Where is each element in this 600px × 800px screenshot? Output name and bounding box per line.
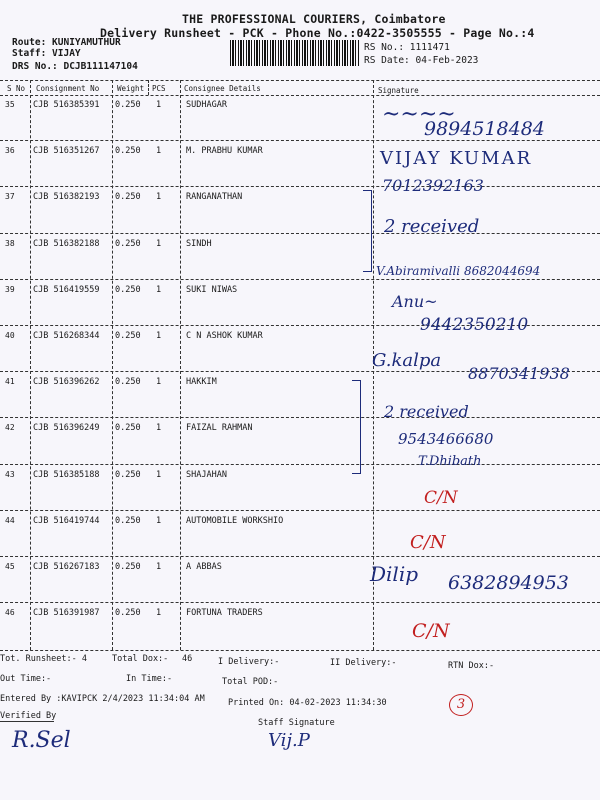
row-sno: 37 <box>5 192 15 202</box>
row-weight: 0.250 <box>115 146 141 157</box>
row-pcs: 1 <box>156 562 162 572</box>
row-consignee: FAIZAL RAHMAN <box>186 423 253 434</box>
row-consignment-no: CJB 516391987 <box>33 608 100 619</box>
row-divider <box>0 233 600 234</box>
total-dox-value: 46 <box>182 654 193 664</box>
i-delivery: I Delivery:- <box>218 657 280 667</box>
row-consignment-no: CJB 516351267 <box>33 146 100 157</box>
company-title: THE PROFESSIONAL COURIERS, Coimbatore <box>182 12 446 26</box>
handwritten-cn: C/N <box>412 620 450 642</box>
in-time: In Time:- <box>126 674 173 684</box>
row-divider <box>0 186 600 187</box>
row-sno: 42 <box>5 423 15 433</box>
row-consignment-no: CJB 516268344 <box>33 331 100 341</box>
row-consignee: HAKKIM <box>186 377 217 388</box>
staff-label: Staff: VIJAY <box>12 48 81 59</box>
handwritten-name: VIJAY KUMAR <box>380 148 533 169</box>
row-pcs: 1 <box>156 100 162 110</box>
col-signature: Signature <box>378 86 419 95</box>
handwritten-scribble: Anu~ <box>392 292 438 311</box>
handwritten-phone: 9442350210 <box>420 315 529 335</box>
handwritten-cn: C/N <box>410 532 446 553</box>
header-top-rule <box>0 80 600 81</box>
col-sep <box>180 80 181 650</box>
row-weight: 0.250 <box>115 377 141 388</box>
handwritten-bracket <box>363 190 372 272</box>
handwritten-received: 2 received <box>384 402 469 421</box>
handwritten-cn: C/N <box>424 488 458 508</box>
col-weight: Weight <box>117 84 145 93</box>
rs-date: RS Date: 04-Feb-2023 <box>364 55 479 66</box>
handwritten-received: 2 received <box>384 216 480 237</box>
row-consignment-no: CJB 516419744 <box>33 515 100 526</box>
handwritten-phone: 7012392163 <box>382 176 484 195</box>
row-sno: 38 <box>5 238 15 248</box>
col-sep <box>112 80 113 650</box>
row-sno: 41 <box>5 377 15 387</box>
row-pcs: 1 <box>156 284 162 295</box>
handwritten-note: 9894518484 <box>424 118 545 140</box>
handwritten-bracket <box>352 380 361 474</box>
row-sno: 40 <box>5 331 15 340</box>
drs-number: DRS No.: DCJB111147104 <box>12 61 138 72</box>
row-pcs: 1 <box>156 515 162 526</box>
row-weight: 0.250 <box>115 238 141 249</box>
row-consignee: SINDH <box>186 238 212 249</box>
footer-rule <box>0 650 600 651</box>
verified-underline <box>0 721 54 722</box>
row-divider <box>0 510 600 511</box>
row-pcs: 1 <box>156 146 162 157</box>
row-pcs: 1 <box>156 608 162 619</box>
row-consignment-no: CJB 516385188 <box>33 469 100 480</box>
row-pcs: 1 <box>156 423 162 434</box>
row-consignment-no: CJB 516396262 <box>33 377 100 388</box>
row-weight: 0.250 <box>115 423 141 434</box>
handwritten-name: T.Dhibath <box>418 454 482 469</box>
col-sep <box>30 80 31 650</box>
row-consignment-no: CJB 516382188 <box>33 238 100 249</box>
tot-runsheet: Tot. Runsheet:- 4 <box>0 654 87 664</box>
col-sep <box>148 80 149 95</box>
row-sno: 46 <box>5 608 15 618</box>
row-weight: 0.250 <box>115 100 141 110</box>
printed-on: Printed On: 04-02-2023 11:34:30 <box>228 698 387 708</box>
row-consignee: RANGANATHAN <box>186 192 243 203</box>
row-consignee: SHAJAHAN <box>186 469 227 480</box>
row-consignee: A ABBAS <box>186 562 222 572</box>
row-weight: 0.250 <box>115 515 141 526</box>
row-divider <box>0 279 600 280</box>
runsheet-title: Delivery Runsheet - PCK - Phone No.:0422-3505555 - Page No.:4 <box>100 26 535 40</box>
row-pcs: 1 <box>156 238 162 249</box>
row-sno: 44 <box>5 515 15 525</box>
total-pod: Total POD:- <box>222 677 279 687</box>
barcode <box>230 40 360 66</box>
row-sno: 36 <box>5 146 15 156</box>
row-sno: 45 <box>5 562 15 571</box>
handwritten-phone: 6382894953 <box>448 572 569 594</box>
row-sno: 35 <box>5 100 15 109</box>
row-weight: 0.250 <box>115 608 141 619</box>
row-consignee: M. PRABHU KUMAR <box>186 146 263 157</box>
col-sno: S No <box>7 84 26 93</box>
col-consignee: Consignee Details <box>184 84 261 93</box>
handwritten-scribble: ~~~~ <box>382 102 456 127</box>
row-consignee: AUTOMOBILE WORKSHIO <box>186 515 284 526</box>
row-weight: 0.250 <box>115 192 141 203</box>
row-pcs: 1 <box>156 192 162 203</box>
row-pcs: 1 <box>156 377 162 388</box>
header-bottom-rule <box>0 95 600 96</box>
row-consignment-no: CJB 516396249 <box>33 423 100 434</box>
row-consignment-no: CJB 516385391 <box>33 100 100 110</box>
row-sno: 43 <box>5 469 15 479</box>
row-pcs: 1 <box>156 469 162 480</box>
row-divider <box>0 464 600 465</box>
handwritten-phone: 9543466680 <box>398 430 494 448</box>
col-consignment: Consignment No <box>36 84 100 93</box>
route-label: Route: KUNIYAMUTHUR <box>12 37 121 48</box>
row-weight: 0.250 <box>115 562 141 572</box>
verified-by: Verified By <box>0 711 57 721</box>
row-divider <box>0 602 600 603</box>
col-pcs: PCS <box>152 84 166 93</box>
staff-signature-label: Staff Signature <box>258 718 335 728</box>
handwritten-name-phone: V.Abiramivalli 8682044694 <box>376 264 541 278</box>
row-divider <box>0 556 600 557</box>
row-divider <box>0 140 600 141</box>
row-divider <box>0 417 600 418</box>
staff-signature: Vij.P <box>268 730 310 751</box>
ii-delivery: II Delivery:- <box>330 658 397 668</box>
handwritten-phone: 8870341938 <box>468 364 570 383</box>
row-consignment-no: CJB 516419559 <box>33 284 100 295</box>
row-consignment-no: CJB 516267183 <box>33 562 100 572</box>
row-pcs: 1 <box>156 331 162 341</box>
verified-signature: R.Sel <box>12 728 71 753</box>
row-consignee: SUDHAGAR <box>186 100 227 110</box>
row-weight: 0.250 <box>115 469 141 480</box>
row-consignee: C N ASHOK KUMAR <box>186 331 263 341</box>
out-time: Out Time:- <box>0 674 52 684</box>
circled-number: 3 <box>449 694 473 716</box>
row-sno: 39 <box>5 284 15 294</box>
rtn-dox: RTN Dox:- <box>448 661 495 671</box>
rs-number: RS No.: 1111471 <box>364 42 450 53</box>
row-consignee: SUKI NIWAS <box>186 284 238 295</box>
row-weight: 0.250 <box>115 331 141 341</box>
row-consignee: FORTUNA TRADERS <box>186 608 263 619</box>
row-consignment-no: CJB 516382193 <box>33 192 100 203</box>
handwritten-name: Dilip <box>370 562 419 586</box>
handwritten-name: G.kalpa <box>372 350 442 371</box>
entered-by: Entered By :KAVIPCK 2/4/2023 11:34:04 AM <box>0 694 205 704</box>
row-weight: 0.250 <box>115 284 141 295</box>
total-dox-label: Total Dox:- <box>112 654 169 664</box>
